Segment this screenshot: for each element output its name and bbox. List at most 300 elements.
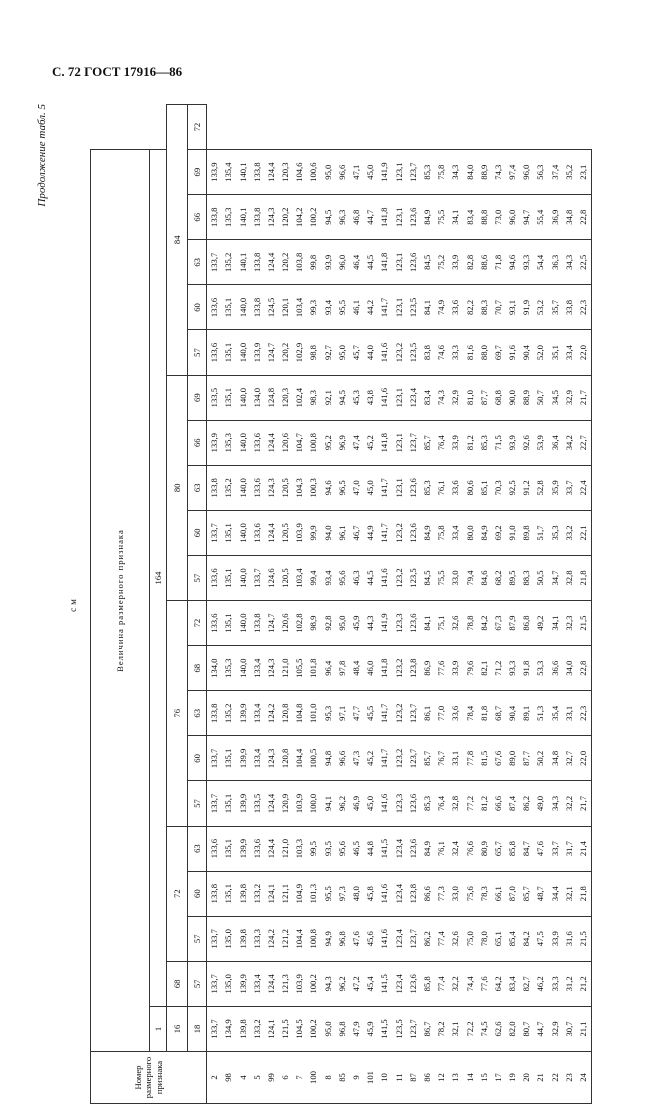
value-cell: 120,5 — [278, 510, 292, 555]
value-cell: 77,3 — [434, 871, 448, 916]
value-cell: 98,3 — [307, 375, 321, 420]
value-cell: 133,9 — [207, 150, 222, 195]
value-cell: 135,3 — [222, 420, 236, 465]
value-cell: 34,4 — [548, 871, 562, 916]
value-cell: 96,9 — [335, 420, 349, 465]
value-cell: 32,6 — [449, 601, 463, 646]
value-cell: 120,9 — [278, 781, 292, 826]
value-cell: 123,7 — [406, 691, 420, 736]
table-row — [321, 105, 335, 1104]
value-cell: 32,7 — [562, 736, 576, 781]
value-cell: 45,2 — [363, 420, 377, 465]
value-cell: 133,8 — [207, 871, 222, 916]
value-cell: 124,4 — [264, 150, 278, 195]
value-cell: 141,7 — [378, 691, 392, 736]
value-cell: 80,0 — [463, 510, 477, 555]
value-cell: 46,5 — [349, 826, 363, 871]
value-cell: 133,7 — [207, 781, 222, 826]
value-cell: 100,8 — [307, 420, 321, 465]
value-cell: 86,6 — [420, 871, 434, 916]
value-cell: 135,0 — [222, 961, 236, 1006]
value-cell: 84,2 — [477, 601, 491, 646]
value-cell: 120,2 — [278, 195, 292, 240]
unit-label: см — [68, 596, 78, 612]
value-cell: 124,3 — [264, 465, 278, 510]
value-cell: 93,4 — [321, 555, 335, 600]
value-cell: 68,8 — [491, 375, 505, 420]
value-cell: 133,6 — [250, 465, 264, 510]
value-cell: 135,1 — [222, 510, 236, 555]
value-cell: 100,2 — [307, 961, 321, 1006]
value-cell: 135,2 — [222, 691, 236, 736]
value-cell: 23,1 — [576, 150, 591, 195]
value-cell: 123,3 — [392, 781, 406, 826]
row-number: 101 — [363, 1052, 377, 1104]
table-row — [420, 105, 434, 1104]
table-row — [278, 105, 292, 1104]
value-cell: 133,3 — [250, 916, 264, 961]
value-cell: 36,4 — [548, 420, 562, 465]
value-cell: 97,3 — [335, 871, 349, 916]
value-cell: 76,4 — [434, 420, 448, 465]
value-cell: 74,4 — [463, 961, 477, 1006]
value-cell: 34,7 — [548, 555, 562, 600]
value-cell: 99,5 — [307, 826, 321, 871]
value-cell: 96,4 — [321, 646, 335, 691]
value-cell: 104,8 — [292, 691, 306, 736]
value-cell: 55,4 — [534, 195, 548, 240]
value-cell: 92,1 — [321, 375, 335, 420]
value-cell: 74,3 — [434, 375, 448, 420]
value-cell: 134,0 — [207, 646, 222, 691]
row-number: 21 — [534, 1052, 548, 1104]
value-cell: 35,3 — [548, 510, 562, 555]
value-cell: 71,8 — [491, 240, 505, 285]
value-cell: 34,3 — [548, 781, 562, 826]
value-cell: 100,2 — [307, 1006, 321, 1051]
value-cell: 76,1 — [434, 465, 448, 510]
value-cell: 140,1 — [236, 150, 250, 195]
value-cell: 44,0 — [363, 330, 377, 375]
row-number: 24 — [576, 1052, 591, 1104]
table-body — [207, 105, 592, 1104]
value-cell: 88,3 — [477, 285, 491, 330]
value-cell: 120,2 — [278, 240, 292, 285]
value-cell: 87,7 — [477, 375, 491, 420]
value-cell: 76,4 — [434, 781, 448, 826]
value-cell: 33,1 — [449, 736, 463, 781]
value-cell: 84,9 — [420, 826, 434, 871]
value-cell: 100,5 — [307, 736, 321, 781]
value-cell: 33,9 — [548, 916, 562, 961]
value-cell: 83,4 — [505, 961, 519, 1006]
value-cell: 123,6 — [406, 826, 420, 871]
value-cell: 123,6 — [406, 781, 420, 826]
value-cell: 77,2 — [463, 781, 477, 826]
row-number: 87 — [406, 1052, 420, 1104]
value-cell: 50,5 — [534, 555, 548, 600]
table-row — [477, 105, 491, 1104]
value-cell: 34,3 — [449, 150, 463, 195]
value-cell: 87,7 — [519, 736, 533, 781]
value-cell: 94,5 — [335, 375, 349, 420]
value-cell: 123,5 — [406, 285, 420, 330]
value-cell: 124,4 — [264, 510, 278, 555]
value-cell: 85,3 — [420, 150, 434, 195]
value-cell: 141,7 — [378, 465, 392, 510]
value-cell: 94,5 — [321, 195, 335, 240]
value-cell: 83,4 — [420, 375, 434, 420]
value-cell: 74,5 — [477, 1006, 491, 1051]
value-cell: 141,6 — [378, 781, 392, 826]
value-cell: 133,6 — [250, 826, 264, 871]
value-cell: 134,9 — [222, 1006, 236, 1051]
value-cell: 32,1 — [449, 1006, 463, 1051]
value-cell: 83,8 — [420, 330, 434, 375]
value-cell: 135,3 — [222, 195, 236, 240]
value-cell: 48,7 — [534, 871, 548, 916]
value-cell: 135,1 — [222, 375, 236, 420]
value-cell: 104,7 — [292, 420, 306, 465]
value-cell: 103,9 — [292, 781, 306, 826]
value-cell: 102,8 — [292, 601, 306, 646]
value-cell: 33,3 — [449, 330, 463, 375]
value-cell: 123,3 — [392, 601, 406, 646]
value-cell: 45,7 — [349, 330, 363, 375]
value-cell: 140,0 — [236, 601, 250, 646]
value-cell: 133,7 — [207, 961, 222, 1006]
value-cell: 133,8 — [250, 601, 264, 646]
value-cell: 104,9 — [292, 871, 306, 916]
value-cell: 88,0 — [477, 330, 491, 375]
value-cell: 103,4 — [292, 555, 306, 600]
value-cell: 133,8 — [250, 240, 264, 285]
value-cell: 35,4 — [548, 691, 562, 736]
value-cell: 135,2 — [222, 240, 236, 285]
value-cell: 97,8 — [335, 646, 349, 691]
group-16-value-68: 68 — [167, 961, 188, 1006]
value-cell: 36,6 — [548, 646, 562, 691]
value-cell: 45,3 — [349, 375, 363, 420]
value-cell: 75,0 — [463, 916, 477, 961]
value-cell: 99,8 — [307, 240, 321, 285]
value-cell: 96,0 — [335, 240, 349, 285]
value-cell: 53,9 — [534, 420, 548, 465]
value-cell: 77,6 — [477, 961, 491, 1006]
value-cell: 135,3 — [222, 646, 236, 691]
value-cell: 141,5 — [378, 826, 392, 871]
value-cell: 22,8 — [576, 195, 591, 240]
value-cell: 120,6 — [278, 601, 292, 646]
value-cell: 34,0 — [562, 646, 576, 691]
value-cell: 47,1 — [349, 150, 363, 195]
value-cell: 68,7 — [491, 691, 505, 736]
value-cell: 30,7 — [562, 1006, 576, 1051]
value-cell: 124,5 — [264, 285, 278, 330]
value-cell: 99,9 — [307, 510, 321, 555]
value-cell: 123,2 — [392, 555, 406, 600]
value-cell: 44,5 — [363, 555, 377, 600]
value-cell: 51,7 — [534, 510, 548, 555]
value-cell: 44,7 — [534, 1006, 548, 1051]
value-cell: 141,6 — [378, 871, 392, 916]
value-cell: 84,6 — [477, 555, 491, 600]
value-cell: 75,5 — [434, 195, 448, 240]
value-cell: 123,2 — [392, 691, 406, 736]
table-row — [222, 105, 236, 1104]
value-cell: 133,9 — [250, 330, 264, 375]
table-row — [264, 105, 278, 1104]
value-cell: 82,2 — [463, 285, 477, 330]
value-cell: 123,4 — [392, 916, 406, 961]
value-cell: 68,2 — [491, 555, 505, 600]
value-cell: 133,8 — [207, 195, 222, 240]
value-cell: 94,3 — [321, 961, 335, 1006]
value-cell: 97,1 — [335, 691, 349, 736]
value-cell: 97,4 — [505, 150, 519, 195]
value-cell: 75,2 — [434, 240, 448, 285]
value-cell: 44,7 — [363, 195, 377, 240]
value-cell: 45,9 — [349, 601, 363, 646]
value-cell: 120,8 — [278, 736, 292, 781]
value-cell: 47,5 — [534, 916, 548, 961]
value-cell: 134,0 — [250, 375, 264, 420]
value-cell: 90,0 — [505, 375, 519, 420]
value-cell: 84,1 — [420, 285, 434, 330]
value-cell: 78,2 — [434, 1006, 448, 1051]
page-header: С. 72 ГОСТ 17916—86 — [52, 64, 183, 79]
value-cell: 48,0 — [349, 871, 363, 916]
value-cell: 46,2 — [534, 961, 548, 1006]
value-cell: 133,6 — [207, 285, 222, 330]
value-cell: 44,5 — [363, 240, 377, 285]
value-cell: 62,6 — [491, 1006, 505, 1051]
value-cell: 71,2 — [491, 646, 505, 691]
value-cell: 140,0 — [236, 330, 250, 375]
value-cell: 92,8 — [321, 601, 335, 646]
row-number: 23 — [562, 1052, 576, 1104]
table-row — [406, 105, 420, 1104]
value-cell: 100,0 — [307, 781, 321, 826]
value-cell: 75,1 — [434, 601, 448, 646]
value-cell: 46,7 — [349, 510, 363, 555]
value-cell: 96,1 — [335, 510, 349, 555]
value-cell: 45,2 — [363, 736, 377, 781]
value-cell: 139,8 — [236, 1006, 250, 1051]
value-cell: 53,3 — [534, 646, 548, 691]
value-cell: 88,9 — [477, 150, 491, 195]
row-number: 98 — [222, 1052, 236, 1104]
value-cell: 21,7 — [576, 375, 591, 420]
value-cell: 135,1 — [222, 871, 236, 916]
value-cell: 139,9 — [236, 781, 250, 826]
sub-header-cell: 60 — [188, 871, 207, 916]
value-cell: 78,8 — [463, 601, 477, 646]
value-cell: 123,7 — [406, 420, 420, 465]
value-cell: 31,6 — [562, 916, 576, 961]
value-cell: 105,5 — [292, 646, 306, 691]
value-cell: 135,1 — [222, 330, 236, 375]
row-number: 12 — [434, 1052, 448, 1104]
value-cell: 123,6 — [406, 195, 420, 240]
value-cell: 21,2 — [576, 961, 591, 1006]
value-cell: 123,6 — [406, 601, 420, 646]
value-cell: 36,3 — [548, 240, 562, 285]
value-cell: 85,3 — [477, 420, 491, 465]
group-1-header: 1 — [150, 1006, 167, 1051]
value-cell: 80,7 — [519, 1006, 533, 1051]
value-cell: 86,2 — [420, 916, 434, 961]
value-cell: 21,8 — [576, 871, 591, 916]
row-number: 14 — [463, 1052, 477, 1104]
value-cell: 124,6 — [264, 555, 278, 600]
value-cell: 81,6 — [463, 330, 477, 375]
value-cell: 32,9 — [548, 1006, 562, 1051]
value-cell: 135,1 — [222, 826, 236, 871]
value-cell: 67,6 — [491, 736, 505, 781]
value-cell: 123,1 — [392, 150, 406, 195]
value-cell: 51,3 — [534, 691, 548, 736]
value-cell: 96,2 — [335, 961, 349, 1006]
value-cell: 77,4 — [434, 961, 448, 1006]
value-cell: 45,8 — [363, 871, 377, 916]
value-cell: 32,9 — [562, 375, 576, 420]
value-cell: 123,1 — [392, 465, 406, 510]
value-cell: 98,9 — [307, 601, 321, 646]
value-cell: 22,0 — [576, 736, 591, 781]
value-cell: 124,7 — [264, 330, 278, 375]
value-cell: 77,8 — [463, 736, 477, 781]
value-cell: 81,2 — [463, 420, 477, 465]
value-cell: 75,8 — [434, 510, 448, 555]
value-cell: 120,3 — [278, 150, 292, 195]
value-cell: 124,7 — [264, 601, 278, 646]
row-number: 86 — [420, 1052, 434, 1104]
value-cell: 33,9 — [449, 646, 463, 691]
value-cell: 21,5 — [576, 916, 591, 961]
value-cell: 133,8 — [250, 285, 264, 330]
value-cell: 87,9 — [505, 601, 519, 646]
value-cell: 139,8 — [236, 871, 250, 916]
sub-header-row — [188, 105, 207, 1104]
value-cell: 139,8 — [236, 916, 250, 961]
value-cell: 74,6 — [434, 330, 448, 375]
row-number: 19 — [505, 1052, 519, 1104]
group-16-value-72: 72 — [167, 826, 188, 961]
value-cell: 133,8 — [207, 691, 222, 736]
value-cell: 85,4 — [505, 916, 519, 961]
value-cell: 22,3 — [576, 691, 591, 736]
value-cell: 133,7 — [207, 916, 222, 961]
value-cell: 92,6 — [519, 420, 533, 465]
value-cell: 33,9 — [449, 240, 463, 285]
value-cell: 43,8 — [363, 375, 377, 420]
sub-header-cell: 69 — [188, 375, 207, 420]
row-number: 11 — [392, 1052, 406, 1104]
value-cell: 123,8 — [406, 646, 420, 691]
value-cell: 33,7 — [548, 826, 562, 871]
value-cell: 35,9 — [548, 465, 562, 510]
value-cell: 45,0 — [363, 150, 377, 195]
value-cell: 75,8 — [434, 150, 448, 195]
value-cell: 66,6 — [491, 781, 505, 826]
value-cell: 33,9 — [449, 420, 463, 465]
value-cell: 33,8 — [562, 285, 576, 330]
value-cell: 82,1 — [477, 646, 491, 691]
group-16-value-76: 76 — [167, 601, 188, 826]
value-cell: 139,9 — [236, 826, 250, 871]
value-cell: 141,8 — [378, 646, 392, 691]
sub-header-cell: 66 — [188, 195, 207, 240]
value-cell: 96,8 — [335, 1006, 349, 1051]
value-cell: 123,4 — [392, 826, 406, 871]
table-row — [505, 105, 519, 1104]
value-cell: 133,6 — [207, 826, 222, 871]
value-cell: 124,4 — [264, 781, 278, 826]
value-cell: 76,1 — [434, 826, 448, 871]
value-cell: 48,4 — [349, 646, 363, 691]
value-cell: 133,2 — [250, 1006, 264, 1051]
value-cell: 95,0 — [321, 150, 335, 195]
value-cell: 34,1 — [449, 195, 463, 240]
value-cell: 124,3 — [264, 646, 278, 691]
value-cell: 96,2 — [335, 781, 349, 826]
value-cell: 54,4 — [534, 240, 548, 285]
row-number: 5 — [250, 1052, 264, 1104]
row-number: 6 — [278, 1052, 292, 1104]
sub-header-cell: 68 — [188, 646, 207, 691]
value-cell: 133,2 — [250, 871, 264, 916]
value-cell: 121,0 — [278, 646, 292, 691]
value-cell: 76,6 — [463, 826, 477, 871]
table-row — [207, 105, 222, 1104]
value-cell: 96,6 — [335, 736, 349, 781]
group-1-value: 164 — [150, 150, 167, 1007]
value-cell: 33,0 — [449, 555, 463, 600]
value-cell: 124,2 — [264, 916, 278, 961]
value-cell: 22,8 — [576, 646, 591, 691]
value-cell: 123,1 — [392, 240, 406, 285]
table-row — [292, 105, 306, 1104]
row-number: 8 — [321, 1052, 335, 1104]
value-cell: 78,4 — [463, 691, 477, 736]
sub-header-cell: 69 — [188, 150, 207, 195]
sub-header-cell: 63 — [188, 465, 207, 510]
sub-header-cell: 57 — [188, 555, 207, 600]
value-cell: 133,7 — [207, 510, 222, 555]
value-cell: 34,3 — [562, 240, 576, 285]
value-cell: 94,0 — [321, 510, 335, 555]
value-cell: 124,2 — [264, 691, 278, 736]
value-cell: 121,2 — [278, 916, 292, 961]
value-cell: 78,3 — [477, 871, 491, 916]
value-cell: 124,4 — [264, 420, 278, 465]
table-row — [491, 105, 505, 1104]
row-number: 20 — [519, 1052, 533, 1104]
value-cell: 47,0 — [349, 465, 363, 510]
value-cell: 77,4 — [434, 916, 448, 961]
value-cell: 124,4 — [264, 961, 278, 1006]
value-cell: 141,9 — [378, 150, 392, 195]
value-cell: 140,0 — [236, 646, 250, 691]
value-cell: 95,3 — [321, 691, 335, 736]
table-caption: Продолжение табл. 5 — [36, 104, 48, 207]
value-cell: 90,4 — [505, 691, 519, 736]
value-cell: 123,2 — [392, 646, 406, 691]
value-cell: 123,8 — [406, 871, 420, 916]
value-cell: 133,6 — [250, 420, 264, 465]
value-cell: 44,3 — [363, 601, 377, 646]
